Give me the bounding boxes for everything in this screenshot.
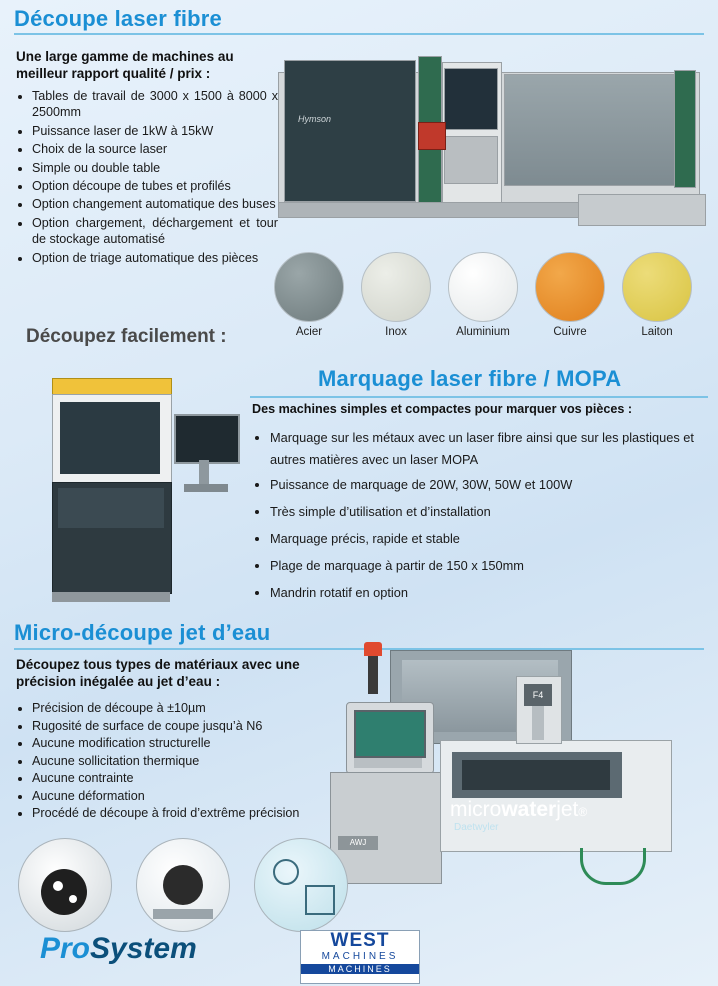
material-laiton (620, 252, 694, 338)
list-item: • Très simple d’utilisation et d’installation (270, 498, 708, 525)
company-logo-pro: Pro (40, 932, 91, 965)
list-item: • Option de triage automatique des pièces (32, 250, 278, 266)
list-item: • Option chargement, déchargement et tour de stockage automatisé (32, 215, 278, 248)
machine-brand-label: Hymson (298, 114, 332, 124)
partner-logo-line3: MACHINES (301, 964, 419, 974)
material-label: Aluminium (456, 326, 510, 338)
material-label: Cuivre (553, 326, 587, 338)
section-title-waterjet: Micro-découpe jet d’eau (14, 620, 271, 645)
list-item: • Option découpe de tubes et profilés (32, 178, 278, 194)
material-swatch (535, 252, 605, 322)
company-logo-system: System (90, 932, 197, 965)
bullet-list-laser-marking (252, 424, 708, 606)
material-cuivre (533, 252, 607, 338)
bullet-list-laser-cutting (16, 88, 278, 268)
material-swatch (448, 252, 518, 322)
machine-side-label: AWJ (338, 836, 378, 850)
list-item (270, 424, 708, 471)
partner-logo-west-machines (300, 930, 420, 984)
list-item: • Précision de découpe à ±10µm (32, 700, 366, 718)
list-item: • Option changement automatique des buses (32, 196, 278, 212)
sample-part-2 (136, 838, 230, 932)
list-item: • Aucune déformation (32, 788, 366, 806)
partner-logo-line2: MACHINES (321, 951, 399, 962)
laser-cutting-machine-photo (278, 44, 704, 244)
section-intro-laser-cutting: Une large gamme de machines au meilleur rapport qualité / prix : (16, 49, 234, 81)
section-title-laser-cutting: Découpe laser fibre (14, 6, 222, 31)
list-item: • Marquage précis, rapide et stable (270, 525, 708, 552)
waterjet-logo-micro: micro (450, 798, 502, 821)
machine-panel-label: F4 (524, 684, 552, 706)
waterjet-logo-sub: Daetwyler (454, 822, 499, 833)
material-swatch (274, 252, 344, 322)
list-item: • Puissance laser de 1kW à 15kW (32, 123, 278, 139)
list-item: • Procédé de découpe à froid d’extrême précision (32, 805, 366, 823)
list-item: • Aucune contrainte (32, 770, 366, 788)
section-intro-laser-marking: Des machines simples et compactes pour marquer vos pièces : (252, 402, 633, 416)
material-swatch (622, 252, 692, 322)
sample-parts-row (8, 838, 360, 930)
waterjet-logo-water: water (501, 798, 557, 821)
bullet-list-waterjet (16, 700, 366, 823)
list-item: • Aucune sollicitation thermique (32, 753, 366, 771)
sample-part-1 (18, 838, 112, 932)
list-item: • Aucune modification structurelle (32, 735, 366, 753)
material-swatch (361, 252, 431, 322)
list-item: • Simple ou double table (32, 160, 278, 176)
material-aluminium (446, 252, 520, 338)
list-item-text: • Marquage sur les métaux avec un laser fibre ainsi que sur les plastiques et autres matières avec un laser MOPA (270, 430, 694, 467)
company-logo (40, 932, 197, 966)
list-item: • Tables de travail de 3000 x 1500 à 8000 x 2500mm (32, 88, 278, 121)
list-item: • Plage de marquage à partir de 150 x 150mm (270, 552, 708, 579)
materials-row (272, 252, 704, 352)
waterjet-logo-jet: jet (556, 798, 579, 821)
sample-part-3 (254, 838, 348, 932)
material-label: Laiton (641, 326, 673, 338)
section-intro-waterjet: Découpez tous types de matériaux avec une précision inégalée au jet d’eau : (16, 657, 300, 689)
list-item: • Rugosité de surface de coupe jusqu’à N6 (32, 718, 366, 736)
material-inox (359, 252, 433, 338)
list-item: • Mandrin rotatif en option (270, 579, 708, 606)
laser-marking-machine-photo (44, 368, 256, 606)
divider-rule (250, 396, 708, 398)
section-title-laser-marking: Marquage laser fibre / MOPA (318, 366, 622, 391)
material-label: Inox (385, 326, 407, 338)
list-item: • Choix de la source laser (32, 141, 278, 157)
waterjet-machine-photo (330, 640, 710, 890)
material-label: Acier (295, 326, 323, 338)
material-acier (272, 252, 346, 338)
partner-logo-line1: WEST (330, 930, 390, 951)
divider-rule (14, 33, 704, 35)
section-subtitle-cut-easily: Découpez facilement : (26, 326, 227, 347)
list-item: • Puissance de marquage de 20W, 30W, 50W et 100W (270, 471, 708, 498)
waterjet-logo (450, 798, 587, 822)
waterjet-logo-reg: ® (578, 805, 588, 819)
